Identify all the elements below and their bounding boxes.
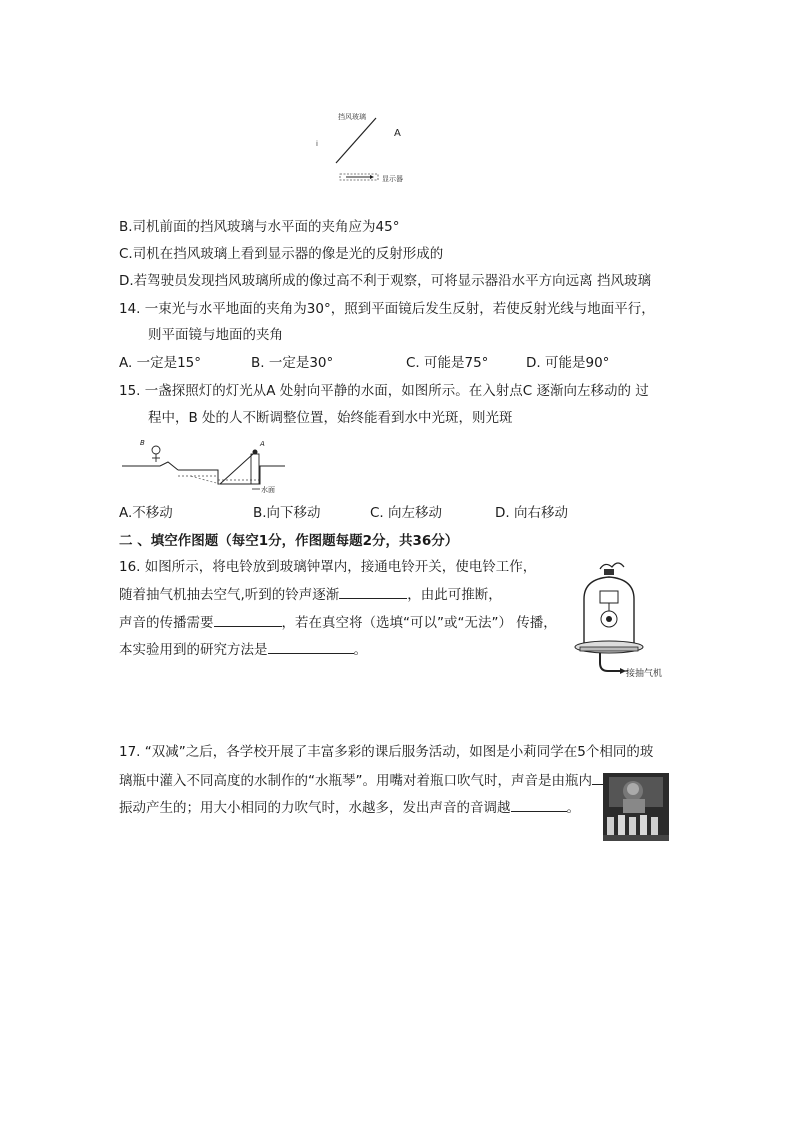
- q16-line2-tail: ，由此可推断，: [407, 587, 502, 603]
- q16-stem-line3: [119, 612, 557, 633]
- q16-line4-text: 本实验用到的研究方法是: [119, 642, 268, 658]
- windshield-label: 挡风玻璃: [338, 113, 366, 121]
- searchlight-diagram: [120, 436, 290, 496]
- label-b: B: [140, 439, 145, 447]
- q13-option-b: B.司机前面的挡风玻璃与水平面的夹角应为45°: [119, 219, 400, 235]
- bottle-icon: [618, 815, 625, 835]
- water-label: 水面: [261, 486, 275, 494]
- q14-option-c: C. 可能是75°: [406, 355, 489, 371]
- q16-line4-tail: 。: [353, 642, 367, 658]
- q14-option-d: D. 可能是90°: [526, 355, 610, 371]
- bottle-icon: [640, 815, 647, 835]
- arrow-head-icon: [370, 175, 374, 179]
- bottle-icon: [629, 817, 636, 835]
- q14-option-a: A. 一定是15°: [119, 355, 202, 371]
- label-i: i: [316, 140, 318, 148]
- q16-blank-3[interactable]: [268, 639, 354, 654]
- water-bottle-photo: [603, 773, 669, 841]
- q17-stem-line2: [119, 770, 654, 791]
- pump-label: 接抽气机: [626, 669, 663, 679]
- q17-line3-text: 振动产生的；用大小相同的力吹气时，水越多，发出声音的音调越: [119, 800, 511, 816]
- q15-stem-line1: 15. 一盏探照灯的灯光从A 处射向平静的水面，如图所示。在入射点C 逐渐向左移动的 过: [119, 383, 649, 399]
- q17-stem-line1: 17. “双减”之后，各学校开展了丰富多彩的课后服务活动，如图是小莉同学在5个相同的玻: [119, 744, 654, 760]
- windshield-line: [336, 118, 376, 163]
- bottle-icon: [607, 817, 614, 835]
- q16-stem-line4: [119, 639, 367, 660]
- q17-stem-line3: [119, 797, 580, 818]
- q17-line2-text: 璃瓶中灌入不同高度的水制作的“水瓶琴”。用嘴对着瓶口吹气时，声音是由瓶内: [119, 773, 592, 789]
- q15-option-d: D. 向右移动: [495, 505, 568, 521]
- q16-line3-text: 声音的传播需要: [119, 615, 214, 631]
- bottle-icon: [651, 817, 658, 835]
- q14-option-b: B. 一定是30°: [251, 355, 334, 371]
- q17-blank-2[interactable]: [511, 797, 567, 812]
- display-label: 显示器: [382, 175, 403, 183]
- q13-option-c: C.司机在挡风玻璃上看到显示器的像是光的反射形成的: [119, 246, 444, 262]
- label-a: A: [260, 440, 265, 448]
- windshield-diagram: [316, 108, 426, 188]
- q16-blank-2[interactable]: [214, 612, 282, 627]
- lamp-icon: [253, 450, 258, 455]
- q16-blank-1[interactable]: [339, 584, 407, 599]
- q15-stem-line2: 程中，B 处的人不断调整位置，始终能看到水中光斑，则光斑: [148, 410, 513, 426]
- q13-option-d: D.若驾驶员发现挡风玻璃所成的像过高不利于观察，可将显示器沿水平方向远离 挡风玻璃: [119, 273, 651, 289]
- eye-icon: A: [394, 128, 401, 139]
- q17-line3-tail: 。: [566, 800, 580, 816]
- person-icon: [152, 446, 160, 454]
- q16-line2-text: 随着抽气机抽去空气,听到的铃声逐渐: [119, 587, 340, 603]
- q16-stem-line1: 16. 如图所示，将电铃放到玻璃钟罩内，接通电铃开关，使电铃工作，: [119, 559, 537, 575]
- q14-stem-line2: 则平面镜与地面的夹角: [148, 327, 283, 343]
- section-heading: 二 、填空作图题（每空1分，作图题每题2分，共36分）: [119, 533, 459, 549]
- q14-stem-line1: 14. 一束光与水平地面的夹角为30°，照到平面镜后发生反射，若使反射光线与地面平行，: [119, 301, 655, 317]
- q15-option-a: A.不移动: [119, 505, 173, 521]
- q15-option-c: C. 向左移动: [370, 505, 443, 521]
- q15-option-b: B.向下移动: [253, 505, 321, 521]
- q16-stem-line2: [119, 584, 502, 605]
- q16-line3-tail: ，若在真空将（选填“可以”或“无法”） 传播，: [281, 615, 557, 631]
- bell-jar-diagram: [560, 555, 680, 685]
